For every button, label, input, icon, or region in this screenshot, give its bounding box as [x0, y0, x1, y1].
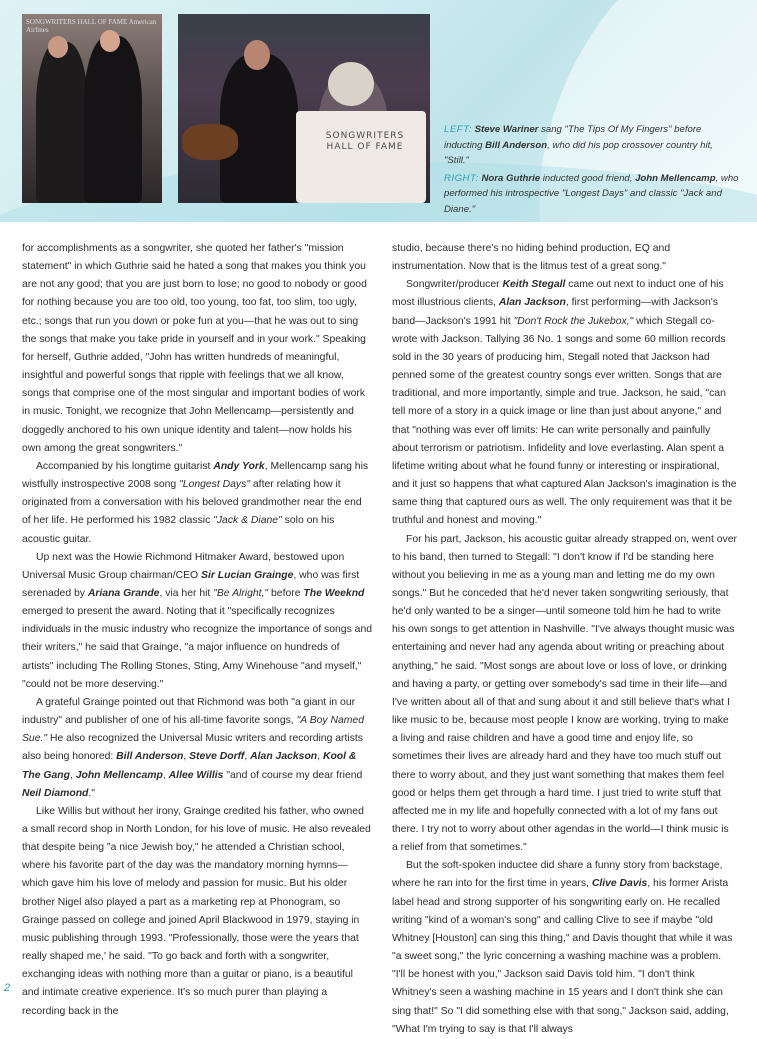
curly-hair [328, 62, 374, 106]
podium [296, 111, 426, 203]
paragraph: for accomplishments as a songwriter, she quoted her father's "mission statement" in which Guthrie said he hated a song that makes you think you are not any good; that you are just born to lose; no good to nobody or good for nothing because you are too old, too young, too fat, too slim, too ugly, etc.; songs that run you down or poke fun at you—that he was out to sing the songs that make you take pride in yourself and in your work." Speaking for herself, Guthrie added, "John has written hundreds of meaningful, insightful and powerful songs that ripple with feelings that we all know, songs that comprise one of the most singular and important bodies of work in music. Tonight, we recognize that John Mellencamp—persistently and doggedly anchored to his own unique identity and talent—now holds his own among the great songwriters." [22, 243, 367, 454]
caption-right: RIGHT: Nora Guthrie inducted good friend, John Mellencamp, who performed his introspective "Longest Days" and classic "Jack and Diane." [444, 172, 739, 215]
paragraph: Accompanied by his longtime guitarist Andy York, Mellencamp sang his wistfully instrospective 2008 song "Longest Days" after relating how it originated from a conversation with his beloved grandmother near the end of her life. He performed his 1982 classic "Jack & Diane" solo on his acoustic guitar. [22, 460, 369, 545]
paragraph: A grateful Grainge pointed out that Richmond was both "a giant in our industry" and publisher of one of his all-time favorite songs, "A Boy Named Sue." He also recognized the Universal Music writers and recording artists also being honored: Bill Anderson, Steve Dorff, Alan Jackson, Kool & The Gang, John Mellencamp, Allee Willis "and of course my dear friend Neil Diamond." [22, 696, 364, 799]
photo-wariner-anderson [22, 14, 162, 203]
face [100, 30, 120, 52]
article-column-left [22, 240, 372, 1021]
face [244, 40, 270, 70]
face [48, 36, 68, 58]
person-figure [84, 36, 142, 203]
podium-logo: SONGWRITERS HALL OF FAME [325, 131, 405, 152]
person-figure [36, 42, 88, 203]
paragraph: Like Willis but without her irony, Grainge credited his father, who owned a small record shop in North London, for his love of music. He also revealed that despite being "a nice Jewish boy," he attended a Christian school, where his favorite part of the day was the mandatory morning hymns—which gave him his love of melody and passion for music. But his older brother Nigel also played a part as a marketing rep at Phonogram, so Grainge passed on college and joined April Blackwood in 1979, staying in music publishing through 1993. "Professionally, those were the years that really shaped me,' he said. "To go back and forth with a songwriter, exchanging ideas with nothing more than a guitar or piano, is a beautiful and intimate creative experience. It's so much purer than playing a recording back in the [22, 805, 371, 1017]
page-number: 2 [4, 982, 11, 994]
backdrop-logos: SONGWRITERS HALL OF FAME American Airlines [26, 18, 157, 34]
paragraph: studio, because there's no hiding behind production, EQ and instrumentation. Now that is the litmus test of a great song." [392, 243, 671, 273]
paragraph: Up next was the Howie Richmond Hitmaker Award, bestowed upon Universal Music Group chairman/CEO Sir Lucian Grainge, who was first serenaded by Ariana Grande, via her hit "Be Alright," before The Weeknd emerged to present the award. Noting that it "specifically recognizes individuals in the music industry who recognize the importance of songs and their writers," he said that Grainge, "a major influence on hundreds of artists" including The Rolling Stones, Sting, Amy Winehouse "and myself," "could not be more deserving." [22, 551, 373, 690]
guitar-icon [182, 124, 238, 160]
paragraph: But the soft-spoken inductee did share a funny story from backstage, where he ran into for the first time in years, Clive Davis, his former Arista label head and strong supporter of his songwriting early on. He recalled writing "kind of a woman's song" and calling Clive to see if maybe "old Whitney [Houston] can sing this thing," and Davis thought that while it was "a sweet song," the lyric concerning a washing machine was a problem. "I'll be honest with you," Jackson said Davis told him. "I don't think Whitney's seen a washing machine in 15 years and I don't think she can sing that!" So "I did something else with that song," Jackson said, adding, "What I'm trying to say is that I'll always [392, 860, 733, 1035]
article-column-right [392, 240, 737, 1039]
photo-banner [0, 0, 757, 222]
paragraph: Songwriter/producer Keith Stegall came out next to induct one of his most illustrious clients, Alan Jackson, first performing—with Jackson's band—Jackson's 1991 hit "Don't Rock the Jukebox," which Stegall co-wrote with Jackson. Tallying 36 No. 1 songs and some 60 million records sold in the 30 years of producing him, Stegall noted that Jackson had penned some of the greatest country songs ever written. Songs that are traditional, and more importantly, simple and true. Jackson, he said, "can tell more of a story in a quick image or line than just about anyone," and that "nothing was ever off limits: He can write personally and painfully about terrorism or patriotism. Infidelity and love everlasting. Alan spent a lifetime writing about what he found funny or interesting or inspirational, and it just so happens that what captured Alan Jackson's imagination is the same thing that captured ours as well. The only requirement was that it be truthful and honest and moving." [392, 279, 737, 527]
caption-left: LEFT: Steve Wariner sang "The Tips Of My Fingers" before inducting Bill Anderson, who did his pop crossover country hit, "Still." [444, 124, 713, 166]
paragraph: For his part, Jackson, his acoustic guitar already strapped on, went over to his band, then turned to Stegall: "I don't know if I'd be standing here without you believing in me as a young man and letting me do my own songs." But he conceded that he'd never taken songwriting seriously, that he'd only wanted to be a singer—until someone told him he had to write his own songs to get attention in Nashville. "I've always thought music was entertaining and never had any agenda about writing or preaching about anything," he said. "Most songs are about love or loss of love, or drinking and having a party, or getting over somebody's sad time in their life—and I've written about all of that and sung about it and still believe that's what I like music to be, because most people I know are working, trying to make a living and raise children and have a good time and enjoy life, so sometimes their lives are already hard and they have too much stuff out there to worry about, and they just want something that makes them feel good or helps them get through a hard time. I just tried to write stuff that affected me in my life and hopefully connected with a lot of my fans out there. I try not to worry about other agendas in the world—I think music is a relief from that sometimes." [392, 533, 737, 854]
photo-caption [444, 122, 739, 219]
